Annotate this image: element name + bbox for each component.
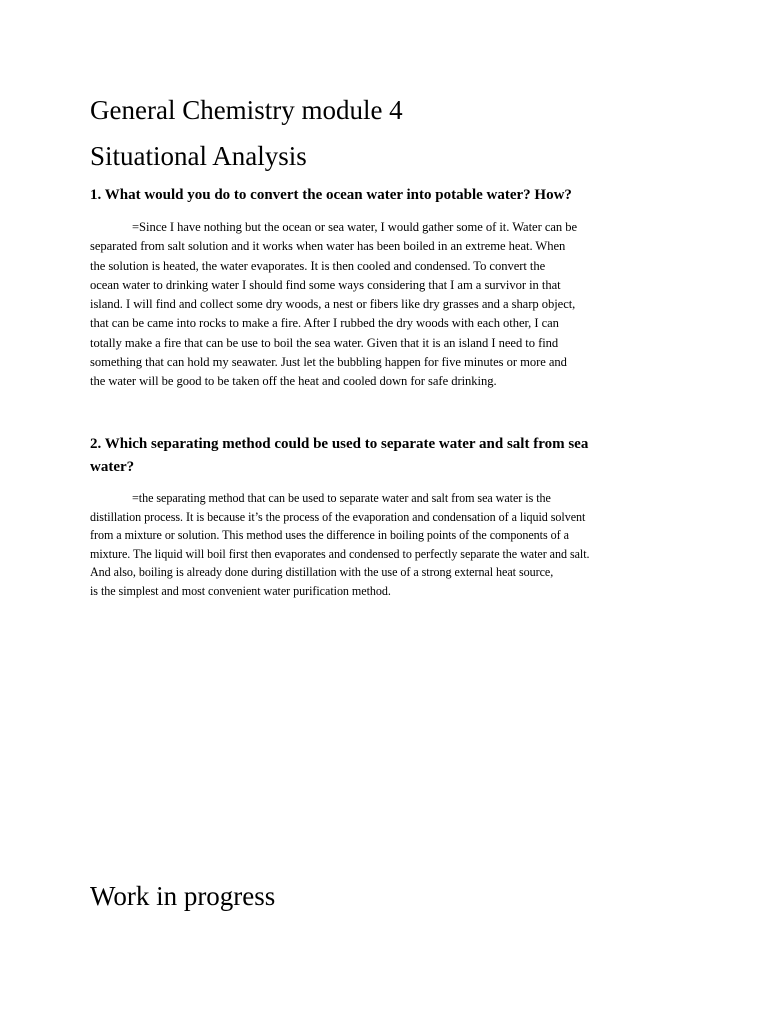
answer-1 <box>90 218 680 392</box>
answer-1-line: that can be came into rocks to make a fire. After I rubbed the dry woods with each other, I can <box>90 316 559 331</box>
answer-1-line: totally make a fire that can be use to boil the sea water. Given that it is an island I need to find <box>90 335 559 350</box>
answer-2-line: distillation process. It is because it’s the process of the evaporation and condensation of a liquid solvent <box>90 509 586 524</box>
answer-1-line: the water will be good to be taken off the heat and cooled down for safe drinking. <box>90 374 497 389</box>
answer-2 <box>90 489 680 600</box>
question-2-line: 2. Which separating method could be used to separate water and salt from sea <box>90 436 589 452</box>
answer-1-line: something that can hold my seawater. Just let the bubbling happen for five minutes or more and <box>90 355 567 370</box>
answer-2-line: And also, boiling is already done during distillation with the use of a strong external heat source, <box>90 565 554 579</box>
question-2 <box>90 433 660 479</box>
answer-2-line: from a mixture or solution. This method uses the difference in boiling points of the components of a <box>90 528 569 542</box>
question-1: 1. What would you do to convert the ocean water into potable water? How? <box>90 187 572 203</box>
answer-1-line: island. I will find and collect some dry woods, a nest or fibers like dry grasses and a sharp object, <box>90 297 576 312</box>
answer-2-line: =the separating method that can be used to separate water and salt from sea water is the <box>132 491 551 505</box>
question-2-line: water? <box>90 459 135 475</box>
section-title: Situational Analysis <box>90 141 307 171</box>
document-title: General Chemistry module 4 <box>90 95 403 125</box>
footer-title: Work in progress <box>90 881 276 911</box>
answer-1-line: ocean water to drinking water I should find some ways considering that I am a survivor in that <box>90 277 561 292</box>
answer-1-line: separated from salt solution and it works when water has been boiled in an extreme heat. When <box>90 239 566 254</box>
answer-2-line: mixture. The liquid will boil first then evaporates and condensed to perfectly separate the water and salt. <box>90 546 590 561</box>
answer-1-line: the solution is heated, the water evaporates. It is then cooled and condensed. To convert the <box>90 258 546 273</box>
answer-1-line: =Since I have nothing but the ocean or sea water, I would gather some of it. Water can be <box>132 220 578 234</box>
answer-2-line: is the simplest and most convenient water purification method. <box>90 583 391 598</box>
